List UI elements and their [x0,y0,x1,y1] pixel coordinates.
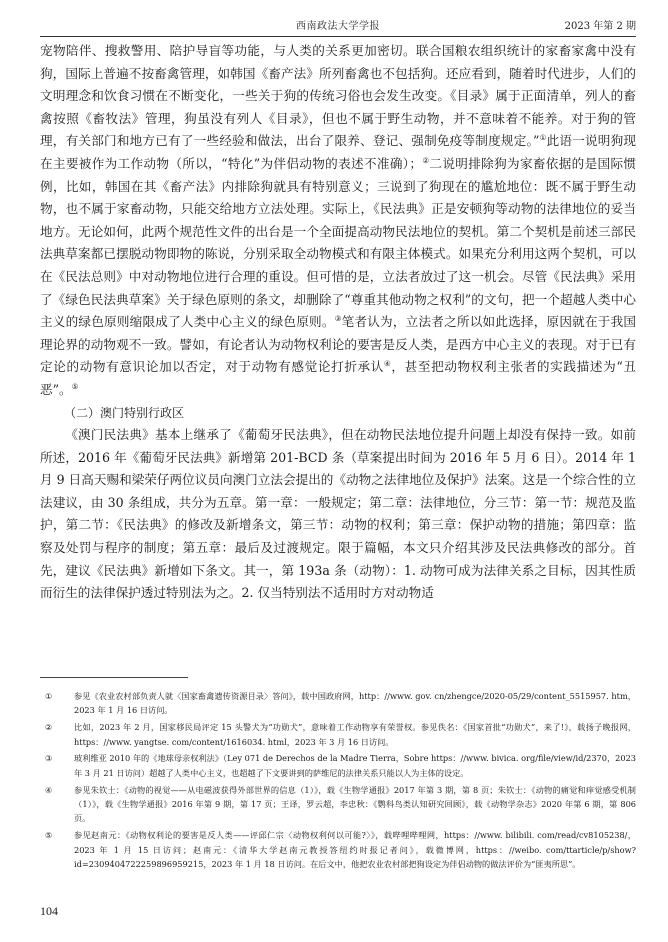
footnote-5 [40,828,636,871]
paragraph-text: 此语一说明狗现在主要被作为工作动物（所以，“特化”为伴侣动物的表述不准确）； [40,133,637,171]
footnote-text: 参见《农业农村部负责人就〈国家畜禽遗传资源目录〉答问》，载中国政府网，http：//www. gov. cn/zhengce/2020-05/29/content_5515957. htm，2023 年 1 月 16 日访问。 [74,691,636,716]
footnote-ref-3[interactable]: ③ [334,314,342,324]
footnote-ref-5[interactable]: ⑤ [71,381,79,391]
paragraph-text: 宠物陪伴、搜救警用、陪护导盲等功能，与人类的关系更加密切。联合国粮农组织统计的家畜家禽中没有狗，国际上普遍不按畜禽管理，如韩国《畜产法》所列畜禽也不包括狗。还应看到，随着时代进步，人们的文明理念和饮食习惯在不断变化，一些关于狗的传统习俗也会发生改变。《目录》属于正面清单，列人的畜禽按照《畜牧法》管理，狗虽没有列人《目录》，但也不属于野生动物，并不意味着不能养。对于狗的管理，有关部门和地方已有了一些经验和做法，出台了限养、登记、强制免疫等制度规定。” [40,43,636,149]
footnote-text: 参见朱钦士：《动物的视觉——从电磁波获得外部世界的信息（1）》，载《生物学通报》2017 年第 3 期，第 8 页；朱钦士：《动物的痛觉和痒觉感受机制（1）》，载《生物学通报》2016 年第 9 期，第 17 页；王译，罗云超，李忠秋：《鹦科鸟类认知研究回顾》，载《动物学杂志》2020 年第 6 期，第 806 页。 [74,784,636,824]
footnote-2 [40,720,636,749]
paragraph-1 [40,40,636,402]
footnote-mark: ① [45,691,53,701]
article-body [40,40,636,605]
section-subheading: （二）澳门特别行政区 [64,405,185,420]
journal-title: 西南政法大学学报 [296,21,380,32]
running-header [40,14,636,37]
footnote-ref-1[interactable]: ① [539,133,547,143]
footnotes [40,689,636,874]
footnote-4 [40,783,636,826]
paragraph-text: 二说明排除狗为家畜依据的是国际惯例，比如，韩国在其《畜产法》内排除狗就具有特别意义；三说到了狗现在的尴尬地位：既不属于野生动物，也不属于家畜动物，只能交给地方立法处理。实际上，《民法典》正是安顿狗等动物的法律地位的妥当地方。无论如何，此两个规范性文件的出台是一个全面提高动物民法地位的契机。第二个契机是前述三部民法典草案都已摆脱动物即物的陈说，分别采取全动物模式和有限主体模式。如果充分利用这两个契机，可以在《民法总则》中对动物地位进行合理的重设。但可惜的是，立法者放过了这一机会。尽管《民法典》采用了《绿色民法典草案》关于绿色原则的条文，却删除了“尊重其他动物之权利”的文句，把一个超越人类中心主义的绿色原则缩限成了人类中心主义的绿色原则。 [40,155,637,330]
paragraph-text: 笔者认为，立法者之所以如此选择，原因就在于我国理论界的动物观不一致。譬如，有论者认为动物权利论的要害是反人类，是西方中心主义的表现。对于已有定论的动物有意识论加以否定，对于动物有感觉论打折承认 [40,314,637,375]
footnote-mark: ⑤ [45,830,53,841]
footnote-mark: ③ [45,753,53,764]
paragraph-2: 《澳门民法典》基本上继承了《葡萄牙民法典》，但在动物民法地位提升问题上却没有保持一致。如前所述，2016 年《葡萄牙民法典》新增第 201-BCD 条（草案提出时间为 2016 年 5 月 6 日）。2014 年 1 月 9 日高天赐和梁荣仔两位议员向澳门立法会提出的《动物之法律地位及保护》法案。这是一个综合性的立法建议，由 30 条组成，共分为五章。第一章：一般规定；第二章：法律地位，分三节：第一节：规范及监护，第二节：《民法典》的修改及新增条文，第三节：动物的权利；第三章：保护动物的措施；第四章：监察及处罚与程序的制度；第五章：最后及过渡规定。限于篇幅，本文只介绍其涉及民法典修改的部分。首先，建议《民法典》新增如下条文。其一，第 193a 条（动物）：1. 动物可成为法律关系之目标，因其性质而衍生的法律保护透过特别法为之。2. 仅当特别法不适用时方对动物适 [40,427,636,601]
footnote-3 [40,751,636,780]
footnote-mark: ④ [45,784,53,795]
footnote-mark: ② [45,722,53,733]
footnote-ref-2[interactable]: ② [422,155,430,165]
footnote-ref-4[interactable]: ④ [384,359,392,369]
footnote-text: 比如，2023 年 2 月，国家移民局评定 15 头警犬为“功勋犬”，意味着工作动物享有荣誉权。参见佚名：《国家首批“功勋犬”，来了!》，载扬子晚报网，https：//www. yangtse. com/content/1616034. html，2023 年 3 月 16 日访问。 [74,722,636,747]
page-number: 104 [40,904,58,918]
footnote-1 [40,689,636,718]
footnote-divider [40,677,188,678]
footnote-text: 参见赵南元：《动物权利论的要害是反人类——评邱仁宗〈动物权利何以可能?〉》，载哔哩哔哩网，https：//www. bilibili. com/read/cv8105238/，2023 年 1 月 15 日访问；赵南元：《清华大学赵南元教授答纽约时报记者问》，载微博网，https：//weibo. com/ttarticle/p/show? id=2309404722259896959215，2023 年 1 月 18 日访问。在后文中，他把农业农村部把狗设定为伴侣动物的做法评价为“匪夷所思”。 [74,830,636,870]
issue-label: 2023 年第 2 期 [564,21,636,32]
footnote-text: 玻利维亚 2010 年的《地球母亲权利法》（Ley 071 de Derechos de la Madre Tierra，Sobre https：//www. bivica. org/file/view/id/2370，2023 年 3 月 21 日访问）超越了人类中心主义，也超越了下文要讲到的萨维尼的法律关系只能以人为主体的设定。 [74,753,636,778]
paragraph-text: ，甚至把动物权利主张者的实践描述为“丑恶”。 [40,359,636,397]
